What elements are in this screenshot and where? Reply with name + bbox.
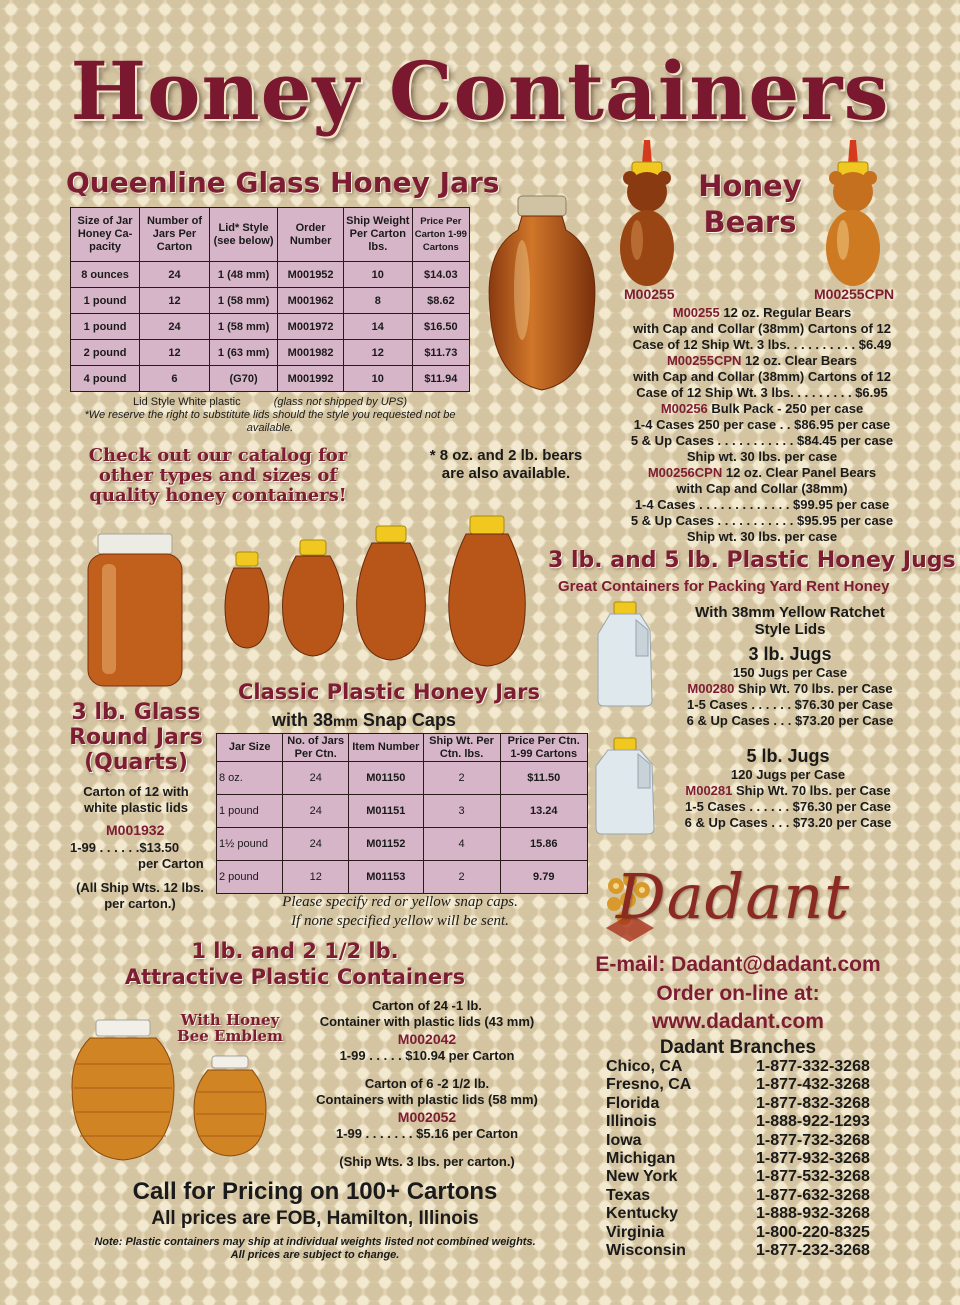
queenline-jar-image [482, 190, 602, 400]
classic-header: Jar Size [217, 734, 283, 762]
plastic-containers-image [70, 1016, 280, 1166]
classic-cell: 13.24 [500, 795, 588, 828]
branch-city: Wisconsin [606, 1242, 686, 1260]
queenline-cell: 24 [140, 314, 210, 340]
branch-phone[interactable]: 1-877-632-3268 [756, 1186, 870, 1204]
bear-detail-text: 5 & Up Cases . . . . . . . . . . . $95.95 per case [630, 513, 894, 528]
c2-code: M002052 [397, 1109, 457, 1125]
bear-detail-line [598, 369, 926, 385]
jugs-heading: 3 lb. and 5 lb. Plastic Honey Jugs [548, 548, 956, 573]
branch-row [606, 1095, 896, 1113]
branch-city: Chico, CA [606, 1058, 683, 1075]
classic-cell: M01153 [349, 861, 424, 894]
bear-detail-text: with Cap and Collar (38mm) Cartons of 12 [633, 321, 891, 336]
classic-cell: 24 [283, 795, 349, 828]
classic-table-body [217, 762, 588, 894]
queenline-cell: 10 [343, 262, 412, 288]
bee-emblem-line1: With Honey [180, 1011, 280, 1029]
branches-list [606, 1058, 896, 1260]
round-jars-heading-line3: (Quarts) [84, 750, 188, 775]
branch-city: Fresno, CA [606, 1076, 692, 1094]
honey-bears-heading-line1: Honey [698, 169, 802, 203]
classic-cell: 2 [423, 861, 500, 894]
classic-cell: 12 [283, 861, 349, 894]
jug-5lb-ship: Ship Wt. 70 lbs. per Case [732, 783, 891, 798]
queenline-cell: 1 pound [71, 288, 140, 314]
branch-city: Michigan [606, 1150, 676, 1168]
bear-detail-line [598, 465, 926, 481]
plastic-containers-details [300, 998, 554, 1170]
branch-phone[interactable]: 1-877-932-3268 [756, 1150, 870, 1168]
classic-row [217, 795, 588, 828]
classic-row [217, 861, 588, 894]
branch-phone[interactable]: 1-888-922-1293 [756, 1113, 870, 1131]
c2-line-1: Carton of 6 -2 1/2 lb. [364, 1076, 490, 1091]
jug-3lb-code: M00280 [687, 681, 735, 696]
queenline-cell: 24 [140, 262, 210, 288]
call-for-pricing: Call for Pricing on 100+ Cartons [132, 1178, 498, 1205]
honey-bears-heading-line2: Bears [703, 205, 797, 239]
branch-row [606, 1132, 896, 1150]
bear-detail-text: with Cap and Collar (38mm) [676, 481, 848, 496]
bee-emblem-line2: Bee Emblem [177, 1027, 283, 1045]
plastic-heading-line2: Attractive Plastic Containers [124, 965, 466, 989]
classic-cell: M01151 [349, 795, 424, 828]
queenline-cell: (G70) [209, 366, 277, 392]
queenline-cell: 1 (63 mm) [209, 340, 277, 366]
footer-note-2: All prices are subject to change. [230, 1249, 400, 1261]
plastic-heading-line1: 1 lb. and 2 1/2 lb. [191, 939, 399, 963]
queenline-cell: M001962 [278, 288, 344, 314]
queenline-header: Order Number [278, 208, 344, 262]
queenline-cell: $11.73 [412, 340, 469, 366]
c1-line-2: Container with plastic lids (43 mm) [319, 1014, 535, 1029]
classic-cell: 2 pound [217, 861, 283, 894]
honey-bears-heading [690, 168, 810, 240]
queenline-cell: $16.50 [412, 314, 469, 340]
queenline-cell: 14 [343, 314, 412, 340]
branch-city: Iowa [606, 1131, 642, 1149]
queenline-cell: 4 pound [71, 366, 140, 392]
bear-detail-text: Ship wt. 30 lbs. per case [686, 529, 838, 544]
classic-cell: 1 pound [217, 795, 283, 828]
classic-subheading-pre: with 38 [272, 710, 334, 730]
branch-city: Florida [606, 1094, 660, 1112]
queenline-cell: 12 [343, 340, 412, 366]
branch-row [606, 1224, 896, 1242]
classic-table [216, 733, 588, 894]
jug-5lb-price-1: 1-5 Cases . . . . . . $76.30 per Case [685, 799, 891, 814]
bear-detail-text: with Cap and Collar (38mm) Cartons of 12 [633, 369, 891, 384]
bear-label-clear: M00255CPN [814, 286, 895, 302]
dadant-order: Order on-line at: [656, 982, 820, 1005]
bear-detail-text: 12 oz. Clear Bears [741, 353, 858, 368]
plastic-containers-heading [120, 938, 470, 990]
queenline-header: Ship Weight Per Carton lbs. [343, 208, 412, 262]
bear-detail-line [598, 529, 926, 545]
classic-subheading [272, 710, 456, 731]
classic-cell: 8 oz. [217, 762, 283, 795]
queenline-header: Size of Jar Honey Ca-pacity [71, 208, 140, 262]
bear-detail-text: Bulk Pack - 250 per case [707, 401, 864, 416]
round-jars-heading-line1: 3 lb. Glass [71, 700, 201, 725]
c2-price: 1-99 . . . . . . . $5.16 per Carton [335, 1126, 519, 1141]
queenline-cell: 10 [343, 366, 412, 392]
queenline-heading: Queenline Glass Honey Jars [66, 166, 500, 199]
jug-3lb-ship: Ship Wt. 70 lbs. per Case [734, 681, 893, 696]
round-jars-heading [66, 700, 206, 775]
bear-item-code: M00255CPN [666, 353, 742, 368]
jug-5lb-block [676, 746, 900, 831]
bear-detail-line [598, 449, 926, 465]
queenline-cell: 12 [140, 340, 210, 366]
queenline-cell: 2 pound [71, 340, 140, 366]
bear-detail-text: 1-4 Cases . . . . . . . . . . . . . $99.95 per case [634, 497, 890, 512]
queenline-cell: $11.94 [412, 366, 469, 392]
classic-cell: 2 [423, 762, 500, 795]
branch-row [606, 1242, 896, 1260]
c1-line-1: Carton of 24 -1 lb. [372, 998, 482, 1013]
classic-heading: Classic Plastic Honey Jars [238, 680, 541, 704]
round-jar-image [80, 530, 190, 690]
queenline-row [71, 340, 470, 366]
jug-5lb-price-2: 6 & Up Cases . . . $73.20 per Case [684, 815, 892, 830]
queenline-cell: 1 (58 mm) [209, 288, 277, 314]
bear-detail-text: 5 & Up Cases . . . . . . . . . . . $84.45 per case [630, 433, 894, 448]
bear-detail-line [598, 353, 926, 369]
bear-detail-line [598, 401, 926, 417]
bear-detail-line [598, 417, 926, 433]
branches-title: Dadant Branches [659, 1037, 817, 1058]
bear-detail-line [598, 513, 926, 529]
bear-label-regular: M00255 [624, 286, 675, 302]
classic-subheading-mm: mm [333, 713, 358, 729]
queenline-cell: M001982 [278, 340, 344, 366]
classic-header: Price Per Ctn. 1-99 Cartons [500, 734, 588, 762]
fob-note: All prices are FOB, Hamilton, Illinois [151, 1208, 479, 1229]
bear-item-code: M00255 [672, 305, 720, 320]
bear-detail-text: 12 oz. Clear Panel Bears [722, 465, 877, 480]
jug-5lb-image [592, 736, 662, 836]
bear-detail-text: Case of 12 Ship Wt. 3 lbs. . . . . . . . . . $6.49 [632, 337, 892, 352]
bear-detail-text: Ship wt. 30 lbs. per case [686, 449, 838, 464]
branch-row [606, 1205, 896, 1223]
catalog-note: Check out our catalog for other types and sizes of quality honey containers! [88, 445, 348, 506]
queenline-cell: 1 pound [71, 314, 140, 340]
classic-cell: M01152 [349, 828, 424, 861]
branch-phone[interactable]: 1-877-532-3268 [756, 1168, 870, 1186]
footer-note-1: Note: Plastic containers may ship at individual weights listed not combined weights. [94, 1236, 536, 1248]
branch-city: Illinois [606, 1113, 657, 1131]
classic-cell: 24 [283, 762, 349, 795]
plastic-ship: (Ship Wts. 3 lbs. per carton.) [339, 1154, 515, 1169]
bear-detail-text: 12 oz. Regular Bears [719, 305, 852, 320]
classic-cell: 9.79 [500, 861, 588, 894]
classic-row [217, 828, 588, 861]
queenline-cell: 12 [140, 288, 210, 314]
queenline-header: Number of Jars Per Carton [140, 208, 210, 262]
c1-code: M002042 [397, 1031, 457, 1047]
round-jars-price-2: per Carton [138, 856, 204, 871]
queenline-header: Lid* Style (see below) [209, 208, 277, 262]
classic-header: Item Number [349, 734, 424, 762]
bear-detail-text: Case of 12 Ship Wt. 3 lbs. . . . . . . . . $6.95 [636, 385, 888, 400]
bear-detail-line [598, 497, 926, 513]
classic-notes [240, 893, 560, 931]
jug-5lb-code: M00281 [685, 783, 733, 798]
queenline-cell: 8 [343, 288, 412, 314]
queenline-row [71, 314, 470, 340]
bear-detail-line [598, 481, 926, 497]
branch-city: Texas [606, 1186, 651, 1204]
jugs-subheading: Great Containers for Packing Yard Rent Honey [558, 578, 890, 595]
jug-5lb-title: 5 lb. Jugs [746, 746, 830, 766]
jug-3lb-per-case: 150 Jugs per Case [732, 665, 848, 680]
bear-detail-line [598, 337, 926, 353]
round-jars-heading-line2: Round Jars [69, 725, 203, 750]
dadant-logo-text: Dadant [616, 860, 851, 933]
queenline-cell: 1 (48 mm) [209, 262, 277, 288]
branch-phone[interactable]: 1-877-232-3268 [756, 1242, 870, 1260]
branch-city: Virginia [606, 1223, 665, 1241]
queenline-cell: M001972 [278, 314, 344, 340]
bear-detail-text: 1-4 Cases 250 per case . . $86.95 per case [633, 417, 891, 432]
branch-phone[interactable]: 1-877-432-3268 [756, 1076, 870, 1094]
branch-row [606, 1150, 896, 1168]
bears-available-note: * 8 oz. and 2 lb. bears are also available. [429, 447, 583, 482]
branch-row [606, 1113, 896, 1131]
substitute-note: *We reserve the right to substitute lids should the style you requested not be available. [84, 409, 456, 434]
classic-cell: M01150 [349, 762, 424, 795]
bear-item-code: M00256CPN [647, 465, 723, 480]
queenline-header: Price Per Carton 1-99 Cartons [412, 208, 469, 262]
classic-cell: 15.86 [500, 828, 588, 861]
classic-jars-image [224, 512, 534, 672]
classic-cell: 24 [283, 828, 349, 861]
classic-note-2: If none specified yellow will be sent. [291, 913, 509, 929]
queenline-row [71, 288, 470, 314]
classic-cell: 4 [423, 828, 500, 861]
classic-subheading-post: Snap Caps [357, 710, 456, 730]
round-jars-price-1: 1-99 . . . . . .$13.50 [70, 840, 180, 855]
jug-3lb-image [592, 600, 662, 710]
queenline-table [70, 207, 470, 392]
jug-3lb-price-1: 1-5 Cases . . . . . . $76.30 per Case [687, 697, 893, 712]
classic-row [217, 762, 588, 795]
queenline-cell: 8 ounces [71, 262, 140, 288]
jugs-lids-note: With 38mm Yellow Ratchet Style Lids [695, 604, 885, 638]
branch-row [606, 1187, 896, 1205]
classic-cell: $11.50 [500, 762, 588, 795]
branch-row [606, 1168, 896, 1186]
lid-style-note: Lid Style White plastic [133, 396, 241, 408]
branch-row [606, 1076, 896, 1094]
round-jars-code: M001932 [106, 822, 165, 838]
c2-line-2: Containers with plastic lids (58 mm) [316, 1092, 538, 1107]
queenline-row [71, 262, 470, 288]
round-jars-ship: (All Ship Wts. 12 lbs. per carton.) [76, 880, 204, 911]
page-title: Honey Containers [70, 44, 890, 138]
classic-header: No. of Jars Per Ctn. [283, 734, 349, 762]
queenline-row [71, 366, 470, 392]
branch-city: New York [606, 1168, 678, 1186]
queenline-cell: M001952 [278, 262, 344, 288]
bear-item-code: M00256 [660, 401, 708, 416]
round-jars-desc: Carton of 12 with white plastic lids [83, 784, 189, 815]
queenline-cell: 1 (58 mm) [209, 314, 277, 340]
bear-detail-line [598, 321, 926, 337]
lid-notes [70, 396, 470, 408]
classic-cell: 3 [423, 795, 500, 828]
branch-row [606, 1058, 896, 1076]
queenline-table-body [71, 262, 470, 392]
jug-5lb-per-case: 120 Jugs per Case [730, 767, 846, 782]
jug-3lb-title: 3 lb. Jugs [748, 644, 832, 664]
honey-bears-details [598, 305, 926, 545]
branch-city: Kentucky [606, 1205, 679, 1223]
footer-note [60, 1236, 570, 1262]
queenline-cell: $8.62 [412, 288, 469, 314]
bear-detail-line [598, 385, 926, 401]
branch-phone[interactable]: 1-877-732-3268 [756, 1131, 870, 1149]
bear-detail-line [598, 433, 926, 449]
c1-price: 1-99 . . . . . $10.94 per Carton [339, 1048, 515, 1063]
queenline-cell: M001992 [278, 366, 344, 392]
ups-note: (glass not shipped by UPS) [273, 396, 407, 408]
classic-cell: 1½ pound [217, 828, 283, 861]
dadant-email: E-mail: Dadant@dadant.com [595, 953, 881, 976]
branch-phone[interactable]: 1-877-832-3268 [756, 1094, 870, 1112]
dadant-url[interactable]: www.dadant.com [652, 1010, 824, 1033]
jug-3lb-block [680, 644, 900, 729]
queenline-cell: $14.03 [412, 262, 469, 288]
branch-phone[interactable]: 1-888-932-3268 [756, 1205, 870, 1223]
branch-phone[interactable]: 1-800-220-8325 [756, 1223, 870, 1241]
bear-image-clear [818, 140, 888, 290]
bear-image-regular [612, 140, 682, 290]
classic-note-1: Please specify red or yellow snap caps. [282, 894, 518, 910]
branch-phone[interactable]: 1-877-332-3268 [756, 1058, 870, 1075]
queenline-cell: 6 [140, 366, 210, 392]
jug-3lb-price-2: 6 & Up Cases . . . $73.20 per Case [686, 713, 894, 728]
bear-detail-line [598, 305, 926, 321]
classic-header: Ship Wt. Per Ctn. lbs. [423, 734, 500, 762]
